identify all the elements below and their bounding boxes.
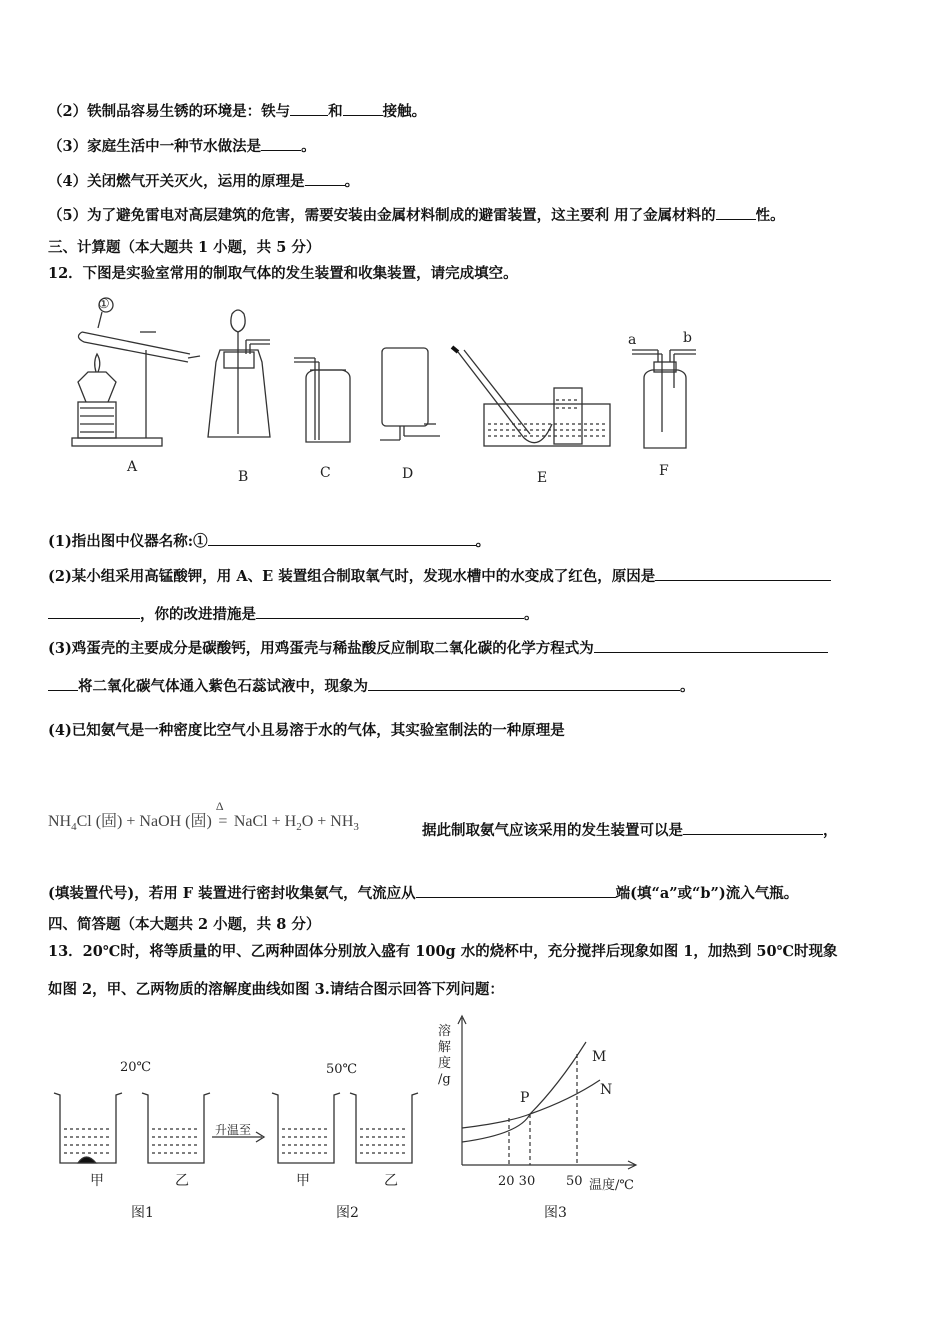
blank — [683, 820, 823, 835]
fig1-yi: 乙 — [175, 1173, 189, 1189]
q12-sub4-tail: 据此制取氨气应该采用的发生装置可以是 ， — [422, 822, 838, 839]
beaker-yi-20c — [142, 1093, 210, 1163]
y-axis-label: 溶 解 度 /g — [438, 1024, 452, 1087]
apparatus-d — [380, 348, 440, 440]
label-e: E — [537, 470, 548, 486]
blank — [290, 101, 328, 116]
q11-part5: （5）为了避免雷电对高层建筑的危害，需要安装由金属材料制成的避雷装置，这主要利 用了金属材料的 性。 — [48, 207, 785, 224]
blank — [716, 205, 756, 220]
fig2-jia: 甲 — [296, 1173, 310, 1189]
q13-stem-2: 如图 2，甲、乙两物质的溶解度曲线如图 3.请结合图示回答下列问题： — [48, 981, 504, 998]
label-b: B — [238, 469, 249, 485]
apparatus-c — [294, 358, 350, 442]
q12-stem: 12．下图是实验室常用的制取气体的发生装置和收集装置，请完成填空。 — [48, 265, 518, 282]
marker-1: ① — [98, 297, 110, 312]
apparatus-a — [72, 298, 200, 446]
label-a: A — [127, 459, 138, 475]
blank — [368, 676, 680, 691]
label-d: D — [402, 466, 414, 482]
curve-n-label: N — [600, 1082, 613, 1098]
fig2-temp: 50℃ — [326, 1062, 358, 1077]
q12-sub2b: ，你的改进措施是 。 — [48, 604, 539, 625]
q11-part4: （4）关闭燃气开关灭火，运用的原理是 。 — [48, 173, 360, 190]
x-tick-20-30: 20 30 — [498, 1174, 536, 1189]
fig2-yi: 乙 — [384, 1173, 398, 1189]
q13-stem-1: 13．20℃时，将等质量的甲、乙两种固体分别放入盛有 100g 水的烧杯中，充分搅拌后现象如图 1，加热到 50℃时现象 — [48, 943, 838, 960]
q12-sub3b: 将二氧化碳气体通入紫色石蕊试液中，现象为 。 — [48, 676, 695, 697]
blank — [305, 171, 345, 186]
blank — [594, 638, 828, 653]
beaker-jia-50c — [272, 1093, 340, 1163]
blank — [208, 531, 476, 546]
q12-sub4: (4)已知氨气是一种密度比空气小且易溶于水的气体，其实验室制法的一种原理是 — [48, 722, 565, 739]
q11-part2: （2）铁制品容易生锈的环境是：铁与 和 接触。 — [48, 103, 427, 120]
equals-heat-sign: Δ = — [215, 799, 228, 830]
section-4-heading: 四、简答题（本大题共 2 小题，共 8 分） — [48, 916, 321, 933]
beaker-jia-20c — [54, 1093, 122, 1163]
x-axis-label: 温度/℃ — [589, 1178, 634, 1193]
fig2-caption: 图2 — [336, 1205, 359, 1221]
apparatus-e — [452, 347, 610, 446]
q11-part3: （3）家庭生活中一种节水做法是 。 — [48, 138, 316, 155]
apparatus-figure — [60, 292, 720, 492]
blank — [256, 604, 524, 619]
port-b-label: b — [683, 330, 692, 346]
ammonia-equation: $NH_4Cl$ (固) + NaOH (固) Δ = NaCl + $H_2O + NH_3$ — [48, 799, 359, 834]
blank — [416, 883, 616, 898]
x-tick-50: 50 — [566, 1174, 583, 1189]
curve-m-label: M — [592, 1049, 607, 1065]
section-3-heading: 三、计算题（本大题共 1 小题，共 5 分） — [48, 239, 321, 256]
q12-sub4b: (填装置代号)，若用 F 装置进行密封收集氨气，气流应从 端(填“a”或“b”)流入气瓶。 — [48, 885, 799, 902]
apparatus-b — [208, 310, 270, 437]
label-f: F — [659, 463, 669, 479]
q12-sub3: (3)鸡蛋壳的主要成分是碳酸钙，用鸡蛋壳与稀盐酸反应制取二氧化碳的化学方程式为 — [48, 638, 828, 659]
beaker-yi-50c — [350, 1093, 418, 1163]
blank — [655, 566, 831, 581]
fig1-jia: 甲 — [90, 1173, 104, 1189]
port-a-label: a — [628, 332, 637, 348]
label-c: C — [320, 465, 331, 481]
solubility-chart — [440, 1010, 650, 1180]
blank — [48, 676, 78, 691]
fig3-caption: 图3 — [544, 1205, 567, 1221]
apparatus-f — [632, 350, 696, 448]
blank — [343, 101, 383, 116]
q12-sub1: (1)指出图中仪器名称:① 。 — [48, 533, 491, 550]
fig1-temp: 20℃ — [120, 1060, 152, 1075]
heat-arrow-label: 升温至 — [215, 1123, 252, 1137]
fig1-caption: 图1 — [131, 1205, 154, 1221]
blank — [48, 604, 140, 619]
blank — [261, 136, 301, 151]
point-p-label: P — [520, 1090, 530, 1106]
q12-sub2: (2)某小组采用高锰酸钾，用 A、E 装置组合制取氧气时，发现水槽中的水变成了红色，原因是 — [48, 566, 831, 587]
curve-n — [462, 1080, 600, 1128]
